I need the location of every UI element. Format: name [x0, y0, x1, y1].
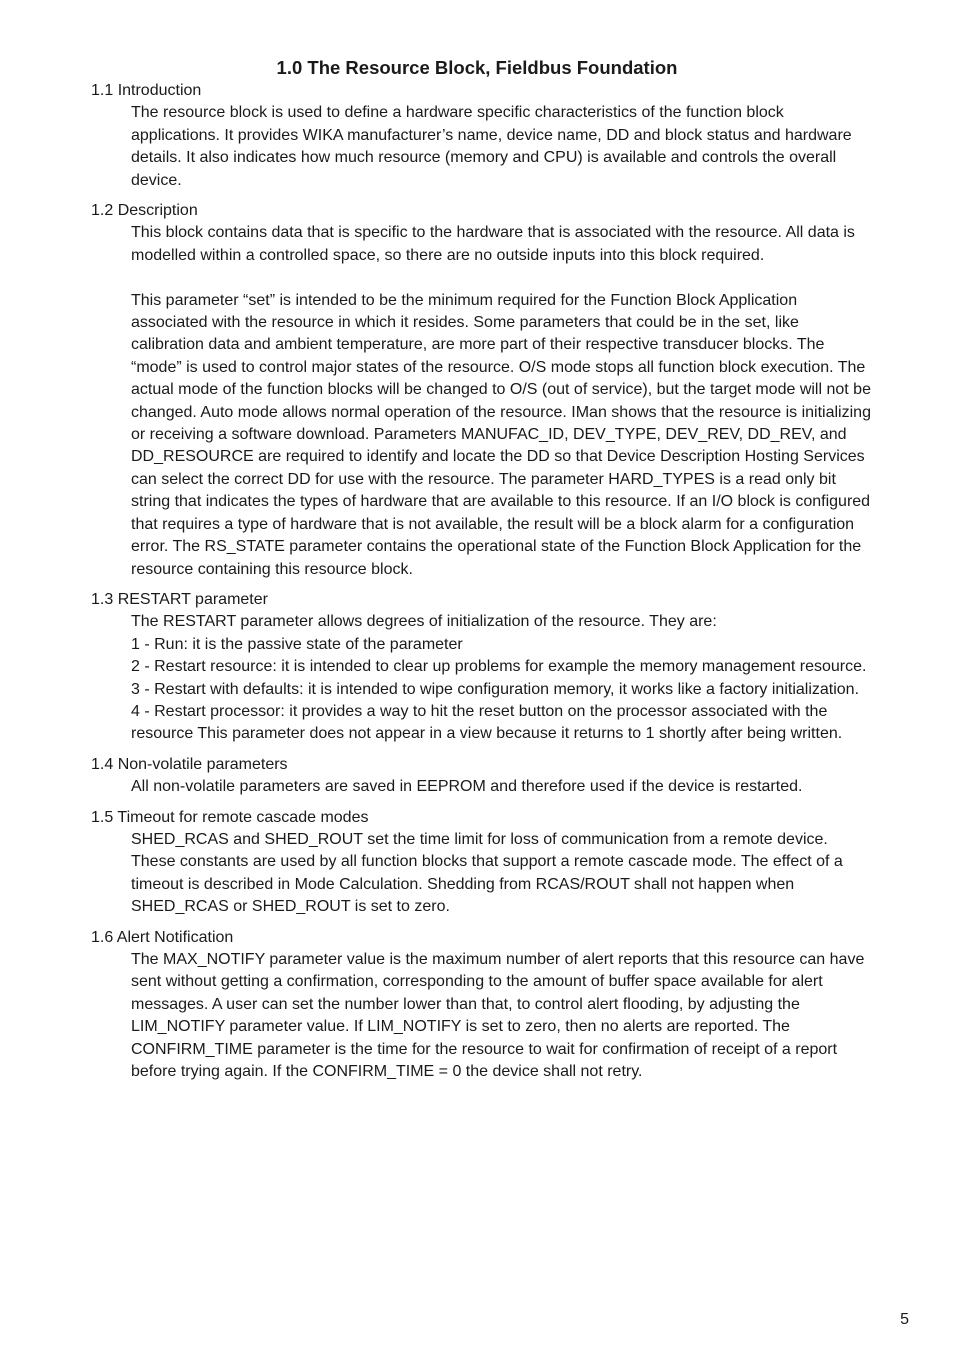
section-description [91, 200, 871, 581]
section-heading: 1.2 Description [91, 202, 198, 220]
paragraph: The MAX_NOTIFY parameter value is the maximum number of alert reports that this resource can have sent without getting a confirmation, corresponding to the amount of buffer space available for alert messages. A user can set the number lower than that, to control alert flooding, by adjusting the LIM_NOTIFY parameter value. If LIM_NOTIFY is set to zero, then no alerts are reported. The CONFIRM_TIME parameter is the time for the resource to wait for confirmation of receipt of a report before trying again. If the CONFIRM_TIME = 0 the device shall not retry. [131, 951, 865, 1081]
section-body [131, 776, 871, 798]
section-heading: 1.1 Introduction [91, 82, 202, 99]
paragraph: The RESTART parameter allows degrees of initialization of the resource. They are: [131, 613, 717, 631]
section-heading: 1.4 Non-volatile parameters [91, 755, 288, 773]
section-body [131, 949, 871, 1083]
paragraph: SHED_RCAS and SHED_ROUT set the time limit for loss of communication from a remote device. These constants are used by all function blocks that support a remote cascade mode. The effect of a timeout is described in Mode Calculation. Shedding from RCAS/ROUT shall not happen when SHED_RCAS or SHED_ROUT is set to zero. [131, 830, 843, 916]
section-non-volatile-parameters [91, 754, 871, 799]
paragraph: This parameter “set” is intended to be the minimum required for the Function Block Application associated with the resource in which it resides. Some parameters that could be in the set, like calibration data and ambient temperature, are more part of their respective transducer blocks. The “mode” is used to control major states of the resource. O/S mode stops all function block execution. The actual mode of the function blocks will be changed to O/S (out of service), but the target mode will not be changed. Auto mode allows normal operation of the resource. IMan shows that the resource is initializing or receiving a software download. Parameters MANUFAC_ID, DEV_TYPE, DEV_REV, DD_REV, and DD_RESOURCE are required to identify and locate the DD so that Device Description Hosting Services can select the correct DD for use with the resource. The parameter HARD_TYPES is a read only bit string that indicates the types of hardware that are available to this resource. If an I/O block is configured that requires a type of hardware that is not available, the result will be a block alarm for a configuration error. The RS_STATE parameter contains the operational state of the Function Block Application for the resource containing this resource block. [131, 291, 871, 578]
list-item: 1 - Run: it is the passive state of the parameter [131, 635, 463, 653]
section-heading: 1.5 Timeout for remote cascade modes [91, 808, 369, 826]
section-body [131, 102, 871, 192]
list-item: 2 - Restart resource: it is intended to clear up problems for example the memory management resource. [131, 658, 867, 676]
page-number: 5 [900, 1311, 909, 1328]
section-heading: 1.6 Alert Notification [91, 928, 234, 946]
section-body [131, 611, 871, 745]
section-introduction [91, 80, 871, 192]
list-item: 4 - Restart processor: it provides a way to hit the reset button on the processor associated with the resource This parameter does not appear in a view because it returns to 1 shortly after being written. [131, 702, 843, 743]
document-body [91, 80, 871, 1091]
paragraph: The resource block is used to define a hardware specific characteristics of the function block applications. It provides WIKA manufacturer’s name, device name, DD and block status and hardware details. It also indicates how much resource (memory and CPU) is available and controls the overall device. [131, 104, 852, 189]
section-heading: 1.3 RESTART parameter [91, 590, 268, 608]
paragraph: This block contains data that is specific to the hardware that is associated with the resource. All data is modelled within a controlled space, so there are no outside inputs into this block required. [131, 224, 855, 264]
paragraph: All non-volatile parameters are saved in EEPROM and therefore used if the device is restarted. [131, 778, 803, 796]
section-restart-parameter [91, 589, 871, 746]
list-item: 3 - Restart with defaults: it is intended to wipe configuration memory, it works like a factory initialization. [131, 680, 860, 698]
page-title: 1.0 The Resource Block, Fieldbus Foundation [276, 57, 678, 78]
section-alert-notification [91, 927, 871, 1084]
section-body [131, 829, 871, 919]
section-timeout-remote-cascade [91, 807, 871, 919]
section-body [131, 222, 871, 580]
